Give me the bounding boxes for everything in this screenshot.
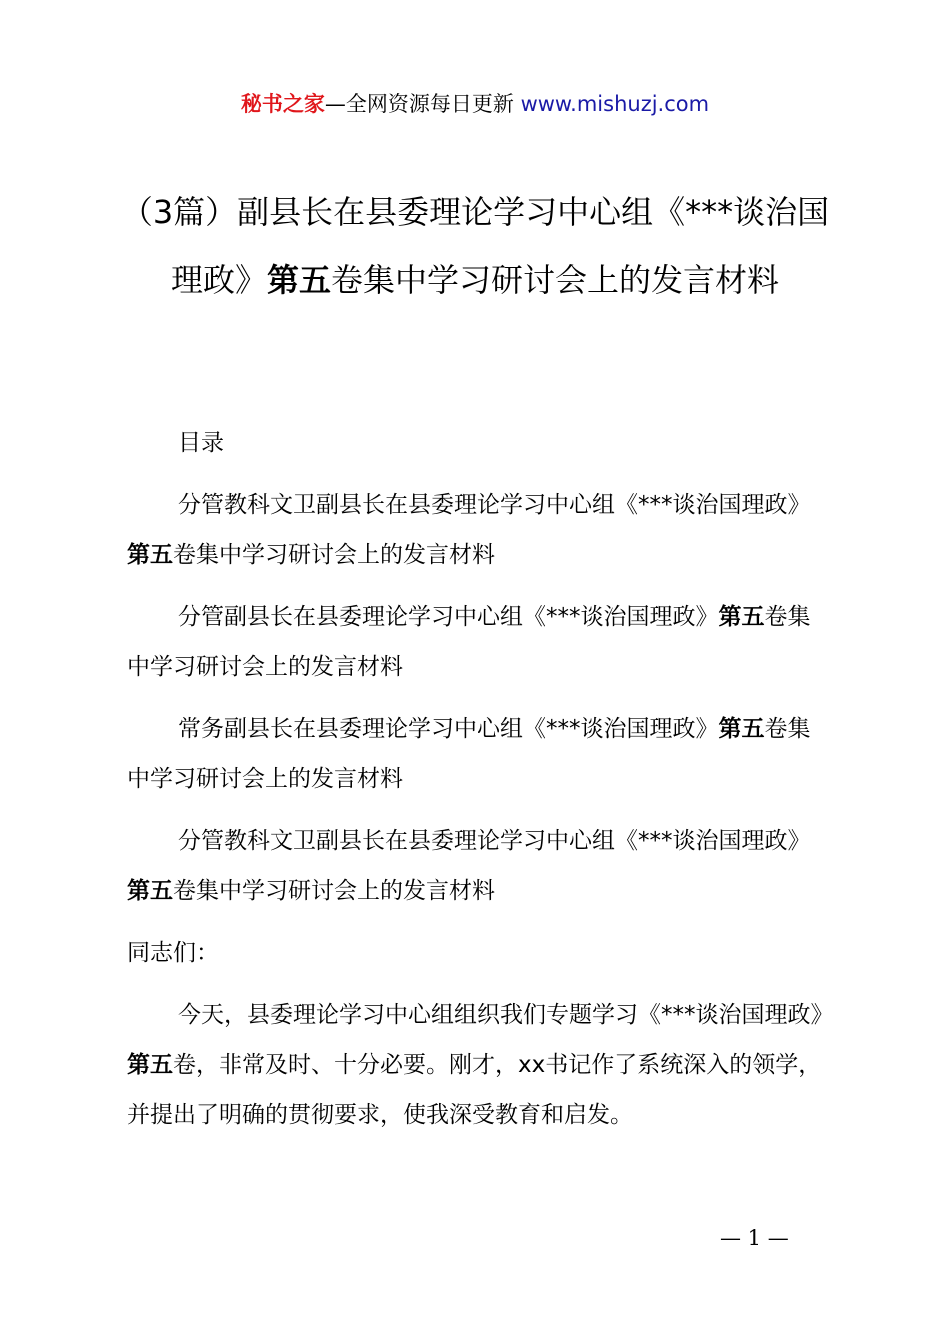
salutation: 同志们： [127, 940, 219, 966]
body-paragraph [127, 990, 833, 1140]
toc-item-bold: 第五 [718, 716, 765, 742]
header-url[interactable]: www.mishuzj.com [520, 92, 710, 116]
toc-item-text: 分管副县长在县委理论学习中心组《***谈治国理政》 [178, 604, 719, 630]
paragraph-text: 今天，县委理论学习中心组组织我们专题学习《***谈治国理政》 [178, 1002, 834, 1028]
page-header [0, 88, 950, 120]
header-tagline: —全网资源每日更新 [324, 92, 521, 116]
toc-item-text: 常务副县长在县委理论学习中心组《***谈治国理政》 [178, 716, 719, 742]
toc-item [127, 592, 833, 692]
toc-item-text: 卷集中学习研讨会上的发言材料 [127, 716, 811, 792]
toc-item [127, 480, 833, 580]
title-bold: 第五 [266, 261, 331, 299]
toc-item [127, 704, 833, 804]
toc-item-bold: 第五 [718, 604, 765, 630]
toc-item-text: 卷集中学习研讨会上的发言材料 [173, 542, 495, 568]
toc-item-text: 卷集中学习研讨会上的发言材料 [173, 878, 495, 904]
toc-heading: 目录 [178, 430, 224, 456]
toc-item-text: 分管教科文卫副县长在县委理论学习中心组《***谈治国理政》 [178, 492, 811, 518]
page-number: — 1 — [720, 1226, 789, 1250]
document-title [110, 178, 840, 314]
toc-item-text: 卷集中学习研讨会上的发言材料 [127, 604, 811, 680]
document-body [127, 418, 833, 1152]
toc-item [127, 816, 833, 916]
title-part-2: 卷集中学习研讨会上的发言材料 [331, 261, 780, 299]
toc-item-bold: 第五 [127, 542, 173, 568]
paragraph-bold: 第五 [127, 1052, 173, 1078]
brand-name: 秘书之家 [240, 92, 325, 116]
toc-item-text: 分管教科文卫副县长在县委理论学习中心组《***谈治国理政》 [178, 828, 811, 854]
title-part-1: （3篇）副县长在县委理论学习中心组《***谈治国理政》 [120, 193, 830, 299]
paragraph-text: 卷，非常及时、十分必要。刚才，xx书记作了系统深入的领学，并提出了明确的贯彻要求，使我深受教育和启发。 [127, 1052, 822, 1128]
toc-item-bold: 第五 [127, 878, 173, 904]
